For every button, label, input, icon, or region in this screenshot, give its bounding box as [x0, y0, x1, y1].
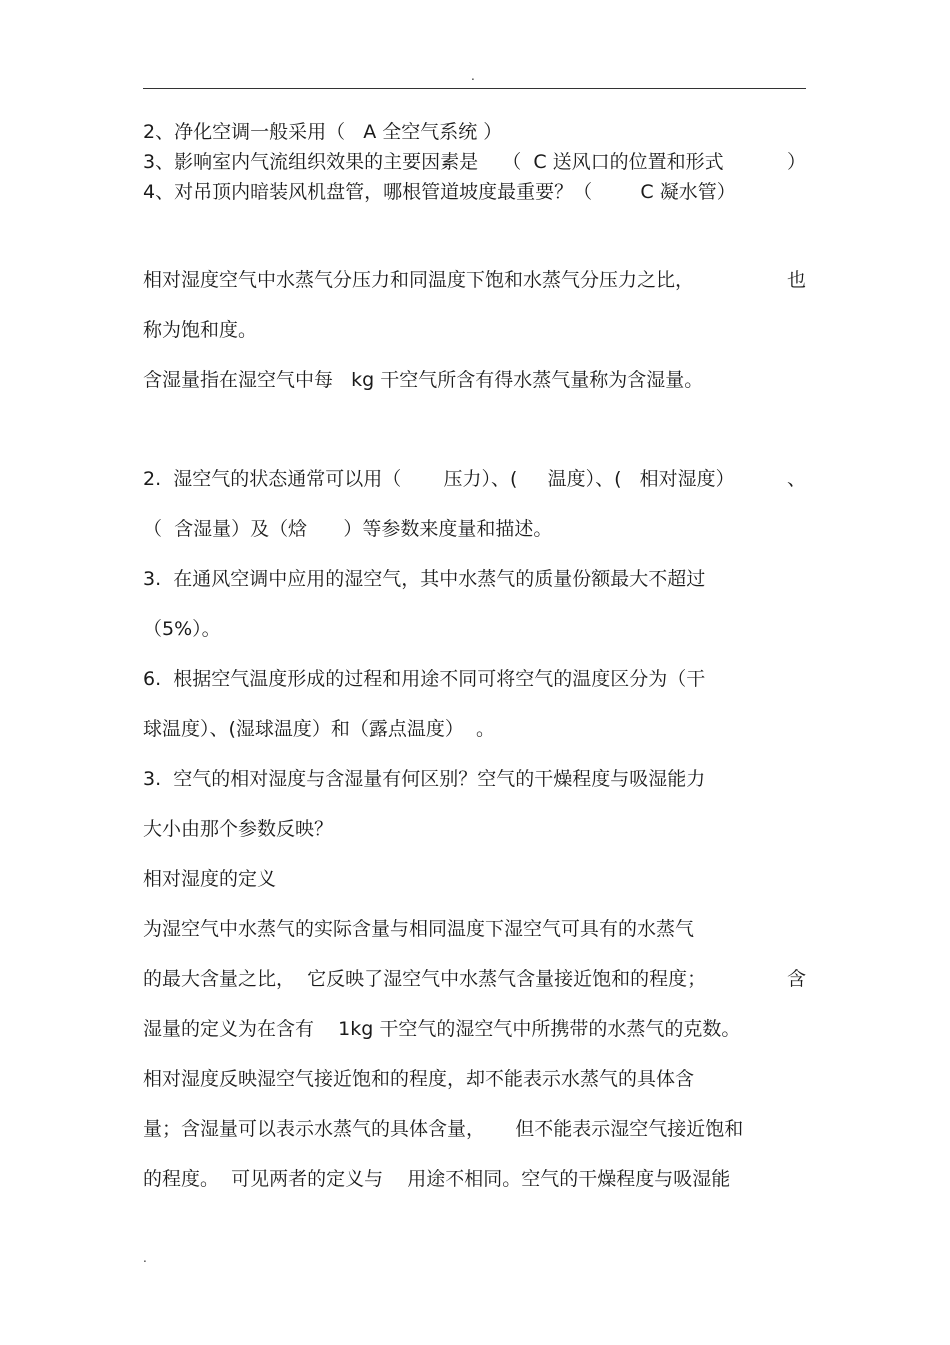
text-line-main: 4、对吊顶内暗装风机盘管，哪根管道坡度最重要？（ C 凝水管）: [143, 181, 736, 203]
text-line: [143, 1067, 694, 1091]
text-line-end: 、: [786, 468, 806, 490]
text-line: [143, 467, 806, 491]
text-line: [143, 268, 806, 292]
text-line: [143, 617, 221, 641]
text-line-main: 3. 在通风空调中应用的湿空气，其中水蒸气的质量份额最大不超过: [143, 568, 706, 590]
text-line: [143, 368, 703, 392]
text-line-main: 2、净化空调一般采用（ A 全空气系统 ）: [143, 121, 503, 143]
text-line-main: 6. 根据空气温度形成的过程和用途不同可将空气的温度区分为（干: [143, 668, 706, 690]
text-line-main: 相对湿度反映湿空气接近饱和的程度，却不能表示水蒸气的具体含: [143, 1068, 695, 1090]
text-line-main: 含湿量指在湿空气中每 kg 干空气所含有得水蒸气量称为含湿量。: [143, 369, 704, 391]
text-line: [143, 1117, 743, 1141]
text-line-main: 大小由那个参数反映？: [143, 818, 334, 840]
text-line-main: 的最大含量之比， 它反映了湿空气中水蒸气含量接近饱和的程度；: [143, 968, 707, 990]
text-line: [143, 717, 495, 741]
text-line: [143, 120, 502, 144]
text-line-main: （5%）。: [143, 618, 221, 640]
text-line: [143, 667, 705, 691]
text-line-main: 称为饱和度。: [143, 319, 258, 341]
text-line: [143, 1167, 730, 1191]
text-line: [143, 567, 705, 591]
text-line-main: （ 含湿量）及（焓 ）等参数来度量和描述。: [143, 518, 553, 540]
footer-mark: .: [143, 1251, 147, 1265]
text-line: [143, 150, 806, 174]
text-line-end: 也: [786, 269, 806, 291]
text-line-main: 球温度）、(湿球温度）和（露点温度） 。: [143, 718, 495, 740]
text-line-main: 3. 空气的相对湿度与含湿量有何区别？空气的干燥程度与吸湿能力: [143, 768, 706, 790]
text-line: [143, 917, 694, 941]
text-line: [143, 517, 552, 541]
text-line-main: 2. 湿空气的状态通常可以用（ 压力）、( 温度）、( 相对湿度）: [143, 468, 735, 490]
text-line: [143, 1017, 740, 1041]
text-line-main: 为湿空气中水蒸气的实际含量与相同温度下湿空气可具有的水蒸气: [143, 918, 695, 940]
text-line-main: 3、影响室内气流组织效果的主要因素是 （ C 送风口的位置和形式: [143, 151, 724, 173]
text-line: [143, 967, 806, 991]
text-line: [143, 180, 736, 204]
text-line-main: 的程度。 可见两者的定义与 用途不相同。空气的干燥程度与吸湿能: [143, 1168, 731, 1190]
text-line-main: 相对湿度的定义: [143, 868, 277, 890]
text-line-main: 量；含湿量可以表示水蒸气的具体含量， 但不能表示湿空气接近饱和: [143, 1118, 744, 1140]
header-mark: .: [471, 69, 475, 83]
text-line-end: 含: [786, 968, 806, 990]
text-line: [143, 867, 276, 891]
text-line-end: ）: [786, 151, 806, 173]
text-line-main: 相对湿度空气中水蒸气分压力和同温度下饱和水蒸气分压力之比，: [143, 269, 695, 291]
text-line-main: 湿量的定义为在含有 1kg 干空气的湿空气中所携带的水蒸气的克数。: [143, 1018, 741, 1040]
header-rule: [143, 88, 806, 89]
text-line: [143, 318, 257, 342]
text-line: [143, 817, 333, 841]
text-line: [143, 767, 705, 791]
